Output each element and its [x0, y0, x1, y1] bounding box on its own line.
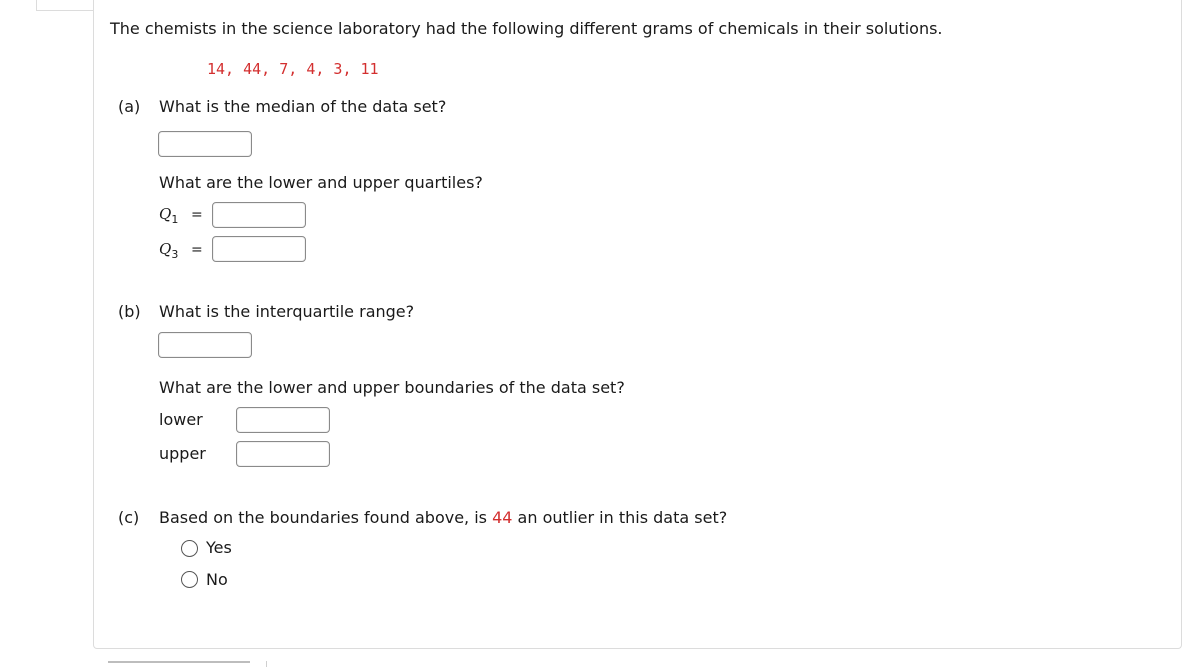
- no-option-label[interactable]: No: [206, 570, 228, 589]
- q1-input[interactable]: [212, 202, 306, 228]
- median-input[interactable]: [158, 131, 252, 157]
- lower-boundary-input[interactable]: [236, 407, 330, 433]
- no-radio[interactable]: [181, 571, 198, 588]
- part-b-marker: (b): [118, 302, 141, 321]
- boundaries-prompt: What are the lower and upper boundaries of the data set?: [159, 378, 625, 397]
- outlier-prompt: Based on the boundaries found above, is 44 an outlier in this data set?: [159, 508, 728, 527]
- iqr-input[interactable]: [158, 332, 252, 358]
- lower-label: lower: [159, 410, 203, 429]
- yes-option-label[interactable]: Yes: [206, 538, 232, 557]
- median-prompt: What is the median of the data set?: [159, 97, 447, 116]
- question-intro: The chemists in the science laboratory had the following different grams of chemicals in their solutions.: [110, 19, 943, 38]
- q1-equals: =: [191, 207, 203, 223]
- bottom-divider: [266, 661, 268, 667]
- data-set: 14, 44, 7, 4, 3, 11: [207, 60, 379, 78]
- q3-equals: =: [191, 242, 203, 258]
- q3-label: $Q_3$: [159, 240, 179, 261]
- q1-label: $Q_1$: [159, 205, 179, 226]
- outlier-value: 44: [492, 508, 513, 527]
- q3-input[interactable]: [212, 236, 306, 262]
- bottom-bar-left: [108, 661, 250, 669]
- upper-label: upper: [159, 444, 206, 463]
- upper-boundary-input[interactable]: [236, 441, 330, 467]
- quartiles-prompt: What are the lower and upper quartiles?: [159, 173, 483, 192]
- yes-radio[interactable]: [181, 540, 198, 557]
- iqr-prompt: What is the interquartile range?: [159, 302, 415, 321]
- part-c-marker: (c): [118, 508, 140, 527]
- part-a-marker: (a): [118, 97, 141, 116]
